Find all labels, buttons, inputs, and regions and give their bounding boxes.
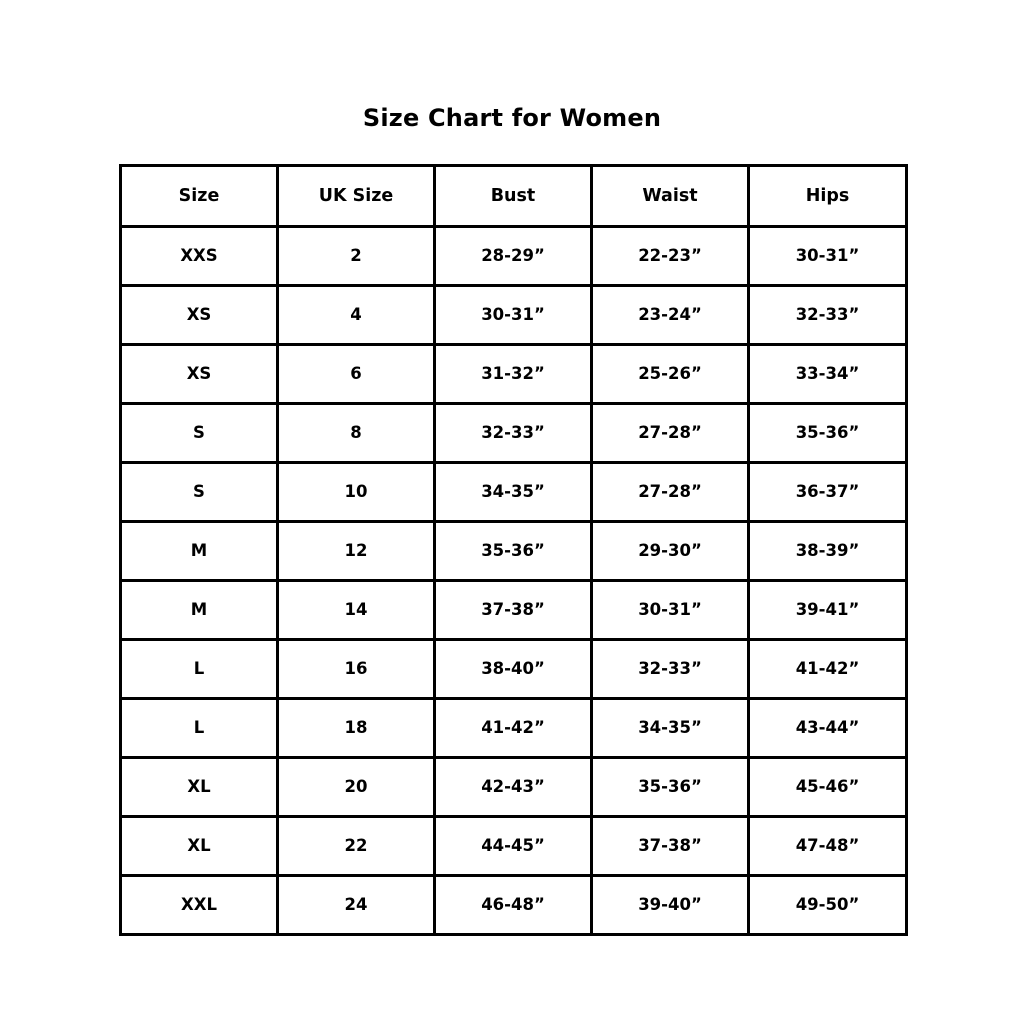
- cell-size: L: [121, 699, 278, 758]
- cell-uk-size: 18: [278, 699, 435, 758]
- table-row: [121, 640, 907, 699]
- cell-waist: 22-23”: [592, 227, 749, 286]
- cell-uk-size: 6: [278, 345, 435, 404]
- cell-bust: 42-43”: [435, 758, 592, 817]
- cell-size: XS: [121, 345, 278, 404]
- cell-waist: 39-40”: [592, 876, 749, 935]
- cell-size: L: [121, 640, 278, 699]
- cell-waist: 37-38”: [592, 817, 749, 876]
- cell-bust: 34-35”: [435, 463, 592, 522]
- column-header-waist: Waist: [592, 166, 749, 227]
- cell-waist: 27-28”: [592, 404, 749, 463]
- cell-bust: 46-48”: [435, 876, 592, 935]
- size-chart-table: [119, 164, 908, 936]
- cell-hips: 47-48”: [749, 817, 907, 876]
- cell-size: S: [121, 463, 278, 522]
- table-row: [121, 227, 907, 286]
- cell-uk-size: 10: [278, 463, 435, 522]
- cell-uk-size: 8: [278, 404, 435, 463]
- cell-size: XXL: [121, 876, 278, 935]
- table-row: [121, 404, 907, 463]
- cell-uk-size: 16: [278, 640, 435, 699]
- cell-uk-size: 4: [278, 286, 435, 345]
- page-title: Size Chart for Women: [362, 104, 662, 132]
- cell-uk-size: 14: [278, 581, 435, 640]
- cell-bust: 30-31”: [435, 286, 592, 345]
- column-header-uk-size: UK Size: [278, 166, 435, 227]
- cell-waist: 29-30”: [592, 522, 749, 581]
- cell-hips: 43-44”: [749, 699, 907, 758]
- column-header-size: Size: [121, 166, 278, 227]
- size-chart-table-container: [119, 164, 905, 936]
- column-header-hips: Hips: [749, 166, 907, 227]
- cell-waist: 32-33”: [592, 640, 749, 699]
- cell-hips: 45-46”: [749, 758, 907, 817]
- cell-size: S: [121, 404, 278, 463]
- cell-uk-size: 22: [278, 817, 435, 876]
- table-row: [121, 522, 907, 581]
- cell-hips: 35-36”: [749, 404, 907, 463]
- table-row: [121, 345, 907, 404]
- cell-bust: 32-33”: [435, 404, 592, 463]
- cell-waist: 34-35”: [592, 699, 749, 758]
- table-row: [121, 581, 907, 640]
- cell-hips: 49-50”: [749, 876, 907, 935]
- cell-hips: 36-37”: [749, 463, 907, 522]
- table-row: [121, 876, 907, 935]
- cell-waist: 35-36”: [592, 758, 749, 817]
- cell-uk-size: 12: [278, 522, 435, 581]
- cell-hips: 41-42”: [749, 640, 907, 699]
- table-row: [121, 699, 907, 758]
- cell-size: XXS: [121, 227, 278, 286]
- cell-hips: 30-31”: [749, 227, 907, 286]
- cell-hips: 33-34”: [749, 345, 907, 404]
- cell-uk-size: 2: [278, 227, 435, 286]
- cell-waist: 30-31”: [592, 581, 749, 640]
- cell-size: M: [121, 522, 278, 581]
- table-row: [121, 463, 907, 522]
- cell-waist: 27-28”: [592, 463, 749, 522]
- cell-hips: 32-33”: [749, 286, 907, 345]
- table-body: [121, 227, 907, 935]
- cell-size: XS: [121, 286, 278, 345]
- table-header-row: [121, 166, 907, 227]
- cell-waist: 25-26”: [592, 345, 749, 404]
- cell-waist: 23-24”: [592, 286, 749, 345]
- cell-hips: 38-39”: [749, 522, 907, 581]
- cell-bust: 31-32”: [435, 345, 592, 404]
- cell-size: XL: [121, 758, 278, 817]
- table-row: [121, 286, 907, 345]
- cell-bust: 28-29”: [435, 227, 592, 286]
- table-row: [121, 758, 907, 817]
- column-header-bust: Bust: [435, 166, 592, 227]
- table-header: [121, 166, 907, 227]
- cell-uk-size: 20: [278, 758, 435, 817]
- cell-size: M: [121, 581, 278, 640]
- table-row: [121, 817, 907, 876]
- cell-hips: 39-41”: [749, 581, 907, 640]
- cell-bust: 44-45”: [435, 817, 592, 876]
- cell-bust: 41-42”: [435, 699, 592, 758]
- cell-size: XL: [121, 817, 278, 876]
- cell-bust: 35-36”: [435, 522, 592, 581]
- cell-bust: 38-40”: [435, 640, 592, 699]
- cell-bust: 37-38”: [435, 581, 592, 640]
- cell-uk-size: 24: [278, 876, 435, 935]
